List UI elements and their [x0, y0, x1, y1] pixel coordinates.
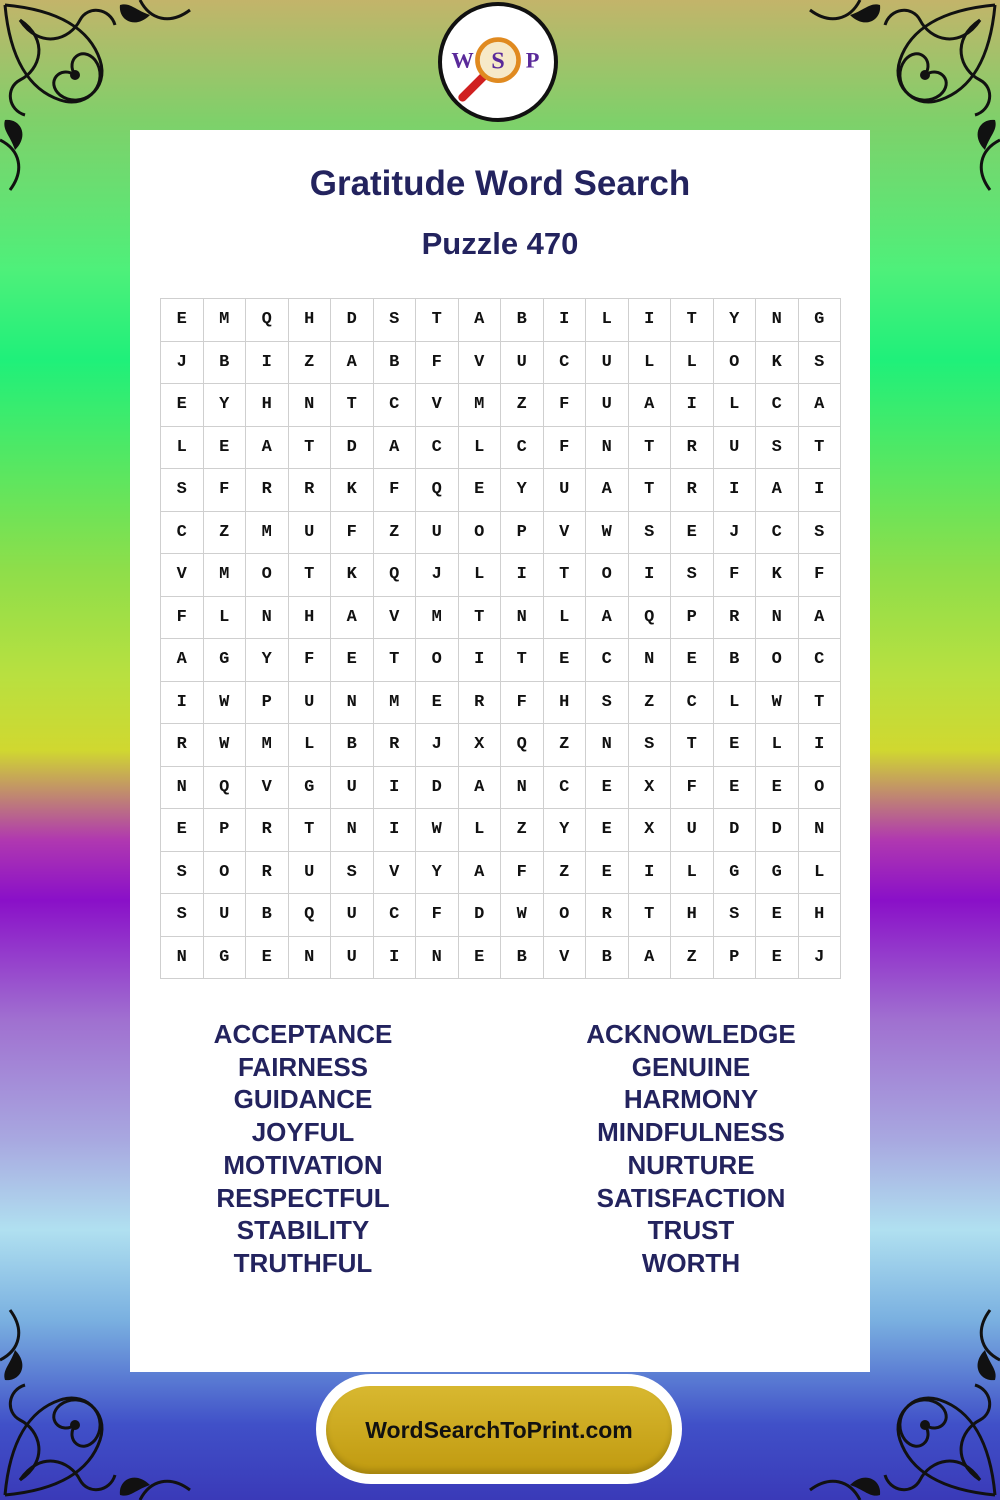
grid-cell: J [161, 342, 204, 385]
grid-cell: W [501, 894, 544, 937]
grid-cell: R [671, 469, 714, 512]
grid-cell: U [671, 809, 714, 852]
grid-cell: L [671, 852, 714, 895]
grid-cell: R [246, 469, 289, 512]
grid-cell: I [629, 852, 672, 895]
word-item: SATISFACTION [596, 1182, 786, 1213]
grid-cell: I [799, 469, 842, 512]
grid-cell: T [629, 894, 672, 937]
grid-cell: B [246, 894, 289, 937]
grid-cell: I [374, 809, 417, 852]
grid-cell: Z [374, 512, 417, 555]
grid-cell: T [416, 299, 459, 342]
grid-cell: V [416, 384, 459, 427]
word-item: FAIRNESS [237, 1051, 369, 1082]
grid-cell: R [671, 427, 714, 470]
grid-cell: F [161, 597, 204, 640]
grid-cell: A [629, 937, 672, 980]
grid-cell: L [714, 682, 757, 725]
grid-cell: U [289, 512, 332, 555]
grid-cell: O [714, 342, 757, 385]
grid-cell: I [246, 342, 289, 385]
grid-cell: L [629, 342, 672, 385]
grid-cell: U [586, 384, 629, 427]
grid-cell: H [671, 894, 714, 937]
grid-cell: R [246, 809, 289, 852]
word-list [130, 1018, 870, 1288]
grid-cell: Y [501, 469, 544, 512]
grid-cell: R [289, 469, 332, 512]
grid-cell: E [586, 809, 629, 852]
grid-cell: N [756, 299, 799, 342]
grid-cell: C [544, 342, 587, 385]
grid-cell: Q [501, 724, 544, 767]
grid-cell: S [714, 894, 757, 937]
grid-cell: Y [416, 852, 459, 895]
grid-cell: A [246, 427, 289, 470]
grid-cell: E [756, 767, 799, 810]
grid-cell: D [331, 427, 374, 470]
grid-cell: J [416, 724, 459, 767]
grid-cell: P [204, 809, 247, 852]
grid-cell: S [161, 894, 204, 937]
word-item: HARMONY [623, 1084, 759, 1115]
word-item: WORTH [641, 1247, 741, 1278]
grid-cell: L [459, 809, 502, 852]
site-logo[interactable] [438, 2, 558, 122]
grid-cell: D [756, 809, 799, 852]
grid-cell: R [374, 724, 417, 767]
grid-cell: O [586, 554, 629, 597]
grid-cell: N [331, 682, 374, 725]
grid-cell: Z [501, 384, 544, 427]
grid-cell: N [501, 597, 544, 640]
grid-cell: X [629, 809, 672, 852]
puzzle-card [130, 130, 870, 1372]
word-item: GENUINE [631, 1051, 751, 1082]
grid-cell: I [714, 469, 757, 512]
grid-cell: L [204, 597, 247, 640]
grid-cell: L [714, 384, 757, 427]
grid-cell: J [416, 554, 459, 597]
grid-cell: B [331, 724, 374, 767]
grid-cell: Q [416, 469, 459, 512]
grid-cell: C [161, 512, 204, 555]
grid-cell: I [629, 299, 672, 342]
grid-cell: U [544, 469, 587, 512]
grid-cell: V [374, 852, 417, 895]
grid-cell: A [799, 384, 842, 427]
grid-cell: L [161, 427, 204, 470]
word-list-left [118, 1018, 488, 1280]
word-item: NURTURE [627, 1149, 755, 1180]
grid-cell: E [161, 299, 204, 342]
grid-cell: J [799, 937, 842, 980]
grid-cell: E [459, 937, 502, 980]
grid-cell: L [459, 427, 502, 470]
grid-cell: N [756, 597, 799, 640]
footer-banner[interactable] [316, 1374, 682, 1484]
grid-cell: L [756, 724, 799, 767]
grid-cell: B [374, 342, 417, 385]
grid-cell: A [629, 384, 672, 427]
grid-cell: H [799, 894, 842, 937]
grid-cell: C [799, 639, 842, 682]
grid-cell: H [289, 299, 332, 342]
grid-cell: T [289, 554, 332, 597]
grid-cell: S [629, 512, 672, 555]
grid-cell: T [671, 724, 714, 767]
grid-cell: N [331, 809, 374, 852]
grid-cell: S [799, 342, 842, 385]
grid-cell: T [331, 384, 374, 427]
grid-cell: X [459, 724, 502, 767]
grid-cell: Z [629, 682, 672, 725]
grid-cell: L [799, 852, 842, 895]
grid-cell: T [629, 469, 672, 512]
grid-cell: F [331, 512, 374, 555]
grid-cell: G [799, 299, 842, 342]
grid-cell: O [756, 639, 799, 682]
grid-cell: E [586, 852, 629, 895]
grid-cell: U [331, 767, 374, 810]
grid-cell: P [246, 682, 289, 725]
grid-cell: N [586, 427, 629, 470]
site-url[interactable]: WordSearchToPrint.com [365, 1416, 633, 1443]
grid-cell: B [501, 937, 544, 980]
grid-cell: A [586, 469, 629, 512]
grid-cell: O [544, 894, 587, 937]
grid-cell: K [331, 469, 374, 512]
grid-cell: B [586, 937, 629, 980]
grid-cell: I [459, 639, 502, 682]
word-item: TRUTHFUL [233, 1247, 373, 1278]
grid-cell: S [671, 554, 714, 597]
letter-grid [160, 298, 841, 979]
grid-cell: I [629, 554, 672, 597]
grid-cell: F [501, 682, 544, 725]
grid-cell: E [756, 894, 799, 937]
grid-cell: Q [629, 597, 672, 640]
grid-cell: S [586, 682, 629, 725]
grid-cell: F [416, 342, 459, 385]
grid-cell: H [289, 597, 332, 640]
grid-cell: E [161, 384, 204, 427]
grid-cell: C [756, 512, 799, 555]
grid-cell: G [289, 767, 332, 810]
grid-cell: I [544, 299, 587, 342]
grid-cell: N [629, 639, 672, 682]
grid-cell: T [799, 427, 842, 470]
grid-cell: O [416, 639, 459, 682]
grid-cell: M [459, 384, 502, 427]
grid-cell: G [204, 639, 247, 682]
grid-cell: E [671, 512, 714, 555]
grid-cell: H [246, 384, 289, 427]
grid-cell: D [416, 767, 459, 810]
grid-cell: L [289, 724, 332, 767]
grid-cell: A [799, 597, 842, 640]
grid-cell: N [501, 767, 544, 810]
grid-cell: N [289, 384, 332, 427]
grid-cell: O [459, 512, 502, 555]
grid-cell: N [416, 937, 459, 980]
grid-cell: V [544, 937, 587, 980]
grid-cell: K [331, 554, 374, 597]
grid-cell: N [586, 724, 629, 767]
grid-cell: A [459, 299, 502, 342]
grid-cell: U [714, 427, 757, 470]
word-item: GUIDANCE [233, 1084, 373, 1115]
grid-cell: E [416, 682, 459, 725]
grid-cell: Z [544, 852, 587, 895]
grid-cell: D [459, 894, 502, 937]
grid-cell: C [501, 427, 544, 470]
grid-cell: U [331, 894, 374, 937]
grid-cell: I [671, 384, 714, 427]
grid-cell: T [374, 639, 417, 682]
grid-cell: O [246, 554, 289, 597]
grid-cell: W [586, 512, 629, 555]
grid-cell: V [459, 342, 502, 385]
grid-cell: C [586, 639, 629, 682]
grid-cell: M [204, 299, 247, 342]
grid-cell: I [161, 682, 204, 725]
grid-cell: T [289, 809, 332, 852]
grid-cell: K [756, 554, 799, 597]
word-item: STABILITY [236, 1215, 370, 1246]
grid-cell: R [586, 894, 629, 937]
grid-cell: N [161, 937, 204, 980]
word-item: ACKNOWLEDGE [586, 1019, 796, 1049]
grid-cell: U [289, 852, 332, 895]
grid-cell: B [501, 299, 544, 342]
grid-cell: M [204, 554, 247, 597]
grid-cell: P [714, 937, 757, 980]
grid-cell: E [459, 469, 502, 512]
grid-cell: Q [246, 299, 289, 342]
grid-cell: E [331, 639, 374, 682]
grid-cell: R [161, 724, 204, 767]
grid-cell: Q [289, 894, 332, 937]
grid-cell: U [501, 342, 544, 385]
grid-cell: W [204, 724, 247, 767]
grid-cell: T [671, 299, 714, 342]
grid-cell: V [161, 554, 204, 597]
grid-cell: Z [544, 724, 587, 767]
grid-cell: V [246, 767, 289, 810]
word-item: MOTIVATION [223, 1149, 383, 1180]
grid-cell: C [671, 682, 714, 725]
grid-cell: M [374, 682, 417, 725]
grid-cell: F [799, 554, 842, 597]
grid-cell: F [204, 469, 247, 512]
grid-cell: T [544, 554, 587, 597]
grid-cell: A [459, 852, 502, 895]
grid-cell: W [204, 682, 247, 725]
grid-cell: R [459, 682, 502, 725]
grid-cell: L [671, 342, 714, 385]
grid-cell: M [246, 724, 289, 767]
grid-cell: C [374, 894, 417, 937]
grid-cell: T [501, 639, 544, 682]
grid-cell: Z [501, 809, 544, 852]
grid-cell: E [714, 724, 757, 767]
word-item: JOYFUL [251, 1117, 355, 1148]
grid-cell: D [714, 809, 757, 852]
grid-cell: V [544, 512, 587, 555]
grid-cell: A [331, 597, 374, 640]
grid-cell: A [586, 597, 629, 640]
grid-cell: I [799, 724, 842, 767]
puzzle-number: Puzzle 470 [421, 226, 579, 261]
grid-cell: A [161, 639, 204, 682]
logo-letter-p: P [525, 47, 540, 73]
grid-cell: M [246, 512, 289, 555]
grid-cell: F [416, 894, 459, 937]
grid-cell: D [331, 299, 374, 342]
grid-cell: I [374, 767, 417, 810]
grid-cell: L [459, 554, 502, 597]
word-item: ACCEPTANCE [213, 1019, 393, 1049]
grid-cell: O [204, 852, 247, 895]
grid-cell: G [756, 852, 799, 895]
grid-cell: I [501, 554, 544, 597]
grid-cell: G [714, 852, 757, 895]
grid-cell: S [629, 724, 672, 767]
grid-cell: O [799, 767, 842, 810]
grid-cell: S [331, 852, 374, 895]
grid-cell: I [374, 937, 417, 980]
grid-cell: F [544, 427, 587, 470]
grid-cell: A [756, 469, 799, 512]
grid-cell: U [204, 894, 247, 937]
grid-cell: N [161, 767, 204, 810]
grid-cell: E [161, 809, 204, 852]
grid-cell: Z [671, 937, 714, 980]
magnifier-logo-icon [442, 6, 554, 118]
grid-cell: A [374, 427, 417, 470]
grid-cell: E [714, 767, 757, 810]
grid-cell: C [544, 767, 587, 810]
grid-cell: T [459, 597, 502, 640]
grid-cell: C [416, 427, 459, 470]
grid-cell: F [714, 554, 757, 597]
grid-cell: S [799, 512, 842, 555]
grid-cell: M [416, 597, 459, 640]
grid-cell: Z [204, 512, 247, 555]
grid-cell: L [586, 299, 629, 342]
grid-cell: K [756, 342, 799, 385]
grid-cell: Y [544, 809, 587, 852]
grid-cell: A [331, 342, 374, 385]
word-item: RESPECTFUL [216, 1182, 390, 1213]
grid-cell: U [586, 342, 629, 385]
logo-letter-w: W [451, 47, 474, 73]
grid-cell: E [756, 937, 799, 980]
word-item: MINDFULNESS [597, 1117, 785, 1148]
grid-cell: G [204, 937, 247, 980]
word-item: TRUST [647, 1215, 735, 1246]
grid-cell: F [501, 852, 544, 895]
grid-cell: Z [289, 342, 332, 385]
grid-cell: J [714, 512, 757, 555]
grid-cell: S [161, 469, 204, 512]
grid-cell: F [374, 469, 417, 512]
grid-cell: E [246, 937, 289, 980]
grid-cell: L [544, 597, 587, 640]
grid-cell: F [671, 767, 714, 810]
grid-cell: H [544, 682, 587, 725]
grid-cell: A [459, 767, 502, 810]
grid-cell: E [204, 427, 247, 470]
grid-cell: R [714, 597, 757, 640]
grid-cell: Y [204, 384, 247, 427]
grid-cell: N [246, 597, 289, 640]
grid-cell: Q [374, 554, 417, 597]
grid-cell: T [799, 682, 842, 725]
grid-cell: Q [204, 767, 247, 810]
grid-cell: F [289, 639, 332, 682]
grid-cell: V [374, 597, 417, 640]
grid-cell: T [629, 427, 672, 470]
grid-cell: B [204, 342, 247, 385]
grid-cell: U [289, 682, 332, 725]
grid-cell: Y [246, 639, 289, 682]
footer-button[interactable] [326, 1386, 672, 1474]
grid-cell: E [586, 767, 629, 810]
grid-cell: S [756, 427, 799, 470]
word-list-right [506, 1018, 876, 1280]
grid-cell: P [501, 512, 544, 555]
page-title: Gratitude Word Search [309, 164, 691, 203]
grid-cell: E [671, 639, 714, 682]
grid-cell: E [544, 639, 587, 682]
grid-cell: S [161, 852, 204, 895]
logo-letter-s: S [491, 47, 505, 75]
grid-cell: N [799, 809, 842, 852]
grid-cell: X [629, 767, 672, 810]
grid-cell: F [544, 384, 587, 427]
grid-cell: U [331, 937, 374, 980]
grid-cell: P [671, 597, 714, 640]
grid-cell: T [289, 427, 332, 470]
grid-cell: S [374, 299, 417, 342]
grid-cell: Y [714, 299, 757, 342]
grid-cell: R [246, 852, 289, 895]
grid-cell: W [416, 809, 459, 852]
grid-cell: N [289, 937, 332, 980]
grid-cell: B [714, 639, 757, 682]
grid-cell: U [416, 512, 459, 555]
grid-cell: W [756, 682, 799, 725]
grid-cell: C [756, 384, 799, 427]
grid-cell: C [374, 384, 417, 427]
